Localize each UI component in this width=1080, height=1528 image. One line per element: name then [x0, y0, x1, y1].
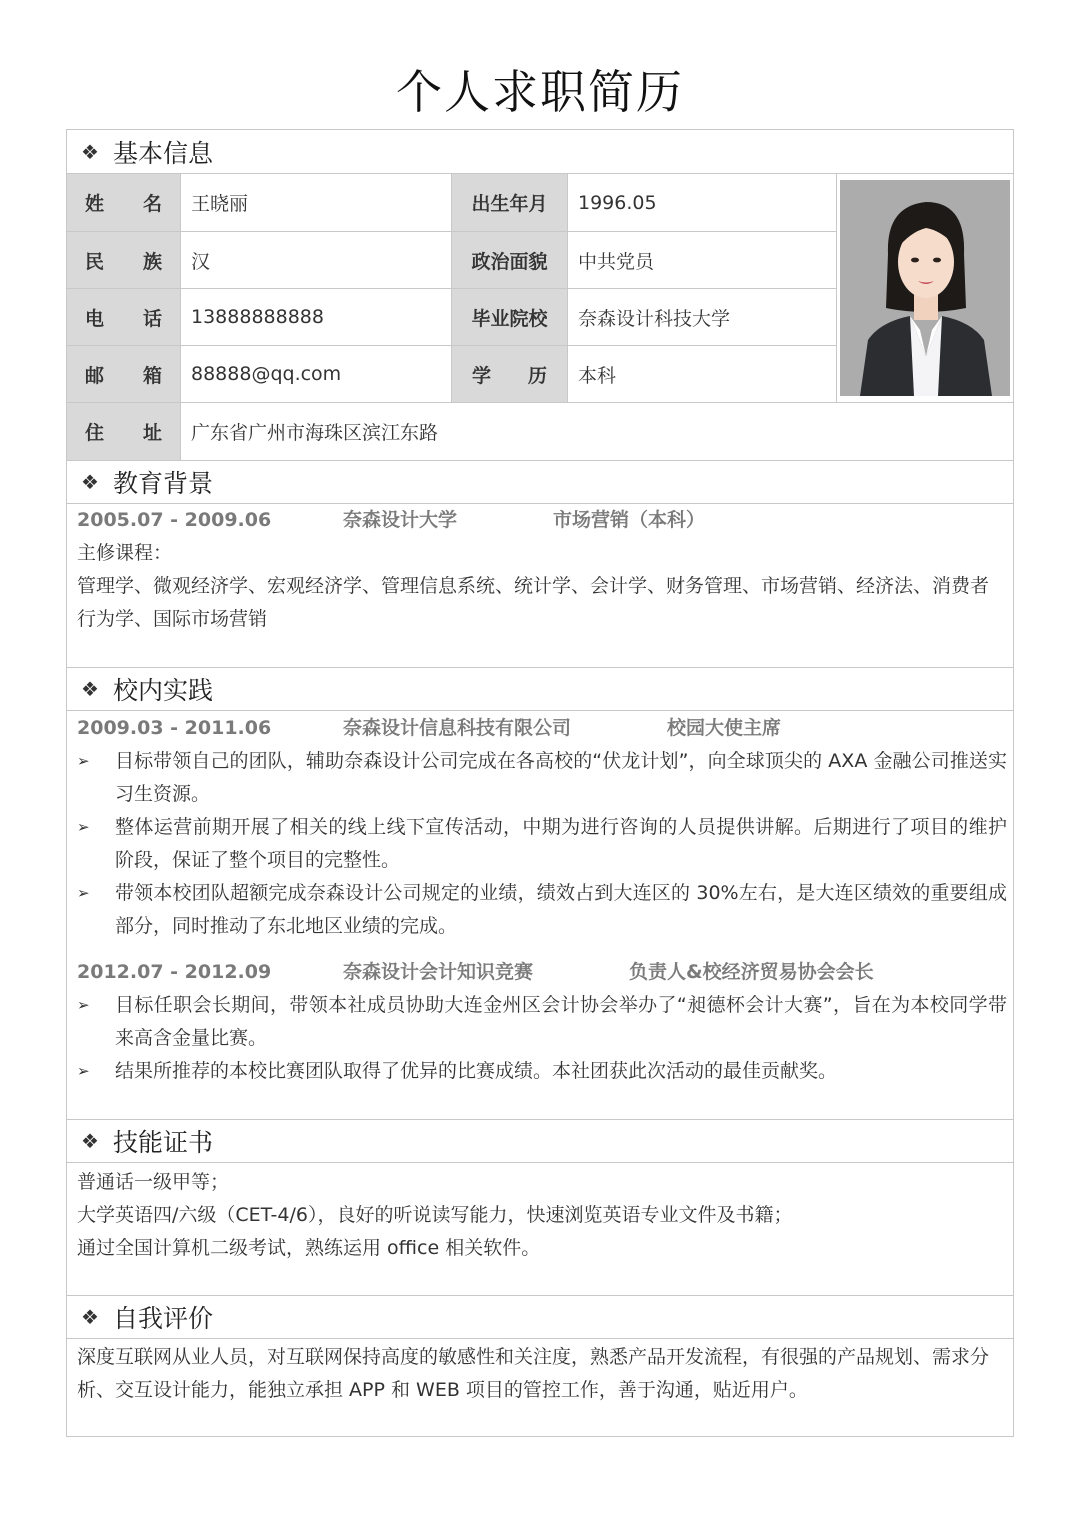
entry-organization: 奈森设计信息科技有限公司 [343, 717, 572, 739]
label-phone: 电 话 [67, 289, 181, 346]
arrow-bullet-icon: ➢ [77, 1062, 90, 1080]
value-ethnicity: 汉 [181, 232, 452, 289]
list-item: ➢ 结果所推荐的本校比赛团队取得了优异的比赛成绩。本社团获此次活动的最佳贡献奖。 [77, 1055, 1007, 1088]
label-ethnicity: 民 族 [67, 232, 181, 289]
skill-line: 通过全国计算机二级考试，熟练运用 office 相关软件。 [77, 1237, 541, 1259]
label-political-status: 政治面貌 [452, 232, 568, 289]
value-political-status: 中共党员 [568, 232, 837, 289]
list-item: ➢ 带领本校团队超额完成奈森设计公司规定的业绩，绩效占到大连区的 30%左右，是大连区绩效的重要组成部分，同时推动了东北地区业绩的完成。 [77, 877, 1007, 943]
value-name: 王晓丽 [181, 174, 452, 232]
label-school: 毕业院校 [452, 289, 568, 346]
entry-major: 市场营销（本科） [553, 509, 706, 531]
entry-role: 负责人&校经济贸易协会会长 [629, 961, 874, 983]
label-degree: 学 历 [452, 346, 568, 403]
entry-period: 2005.07 - 2009.06 [77, 509, 272, 531]
list-item: ➢ 目标带领自己的团队，辅助奈森设计公司完成在各高校的“伏龙计划”，向全球顶尖的 AXA 金融公司推送实习生资源。 [77, 745, 1007, 811]
entry-role: 校园大使主席 [667, 717, 782, 739]
courses-list: 管理学、微观经济学、宏观经济学、管理信息系统、统计学、会计学、财务管理、市场营销、经济法、消费者行为学、国际市场营销 [77, 575, 990, 630]
entry-period: 2009.03 - 2011.06 [77, 717, 272, 739]
label-name: 姓 名 [67, 174, 181, 232]
arrow-bullet-icon: ➢ [77, 818, 90, 836]
label-birth: 出生年月 [452, 174, 568, 232]
four-diamond-icon: ❖ [81, 677, 99, 701]
list-item: ➢ 整体运营前期开展了相关的线上线下宣传活动，中期为进行咨询的人员提供讲解。后期进行了项目的维护阶段，保证了整个项目的完整性。 [77, 811, 1007, 877]
entry-period: 2012.07 - 2012.09 [77, 961, 272, 983]
skill-line: 大学英语四/六级（CET-4/6），良好的听说读写能力，快速浏览英语专业文件及书籍； [77, 1204, 793, 1226]
skill-line: 普通话一级甲等； [77, 1171, 230, 1193]
four-diamond-icon: ❖ [81, 1129, 99, 1153]
value-school: 奈森设计科技大学 [568, 289, 837, 346]
section-title: 教育背景 [113, 469, 214, 498]
section-title: 基本信息 [113, 138, 214, 168]
page-title: 个人求职简历 [396, 65, 684, 119]
self-evaluation-text: 深度互联网从业人员，对互联网保持高度的敏感性和关注度，熟悉产品开发流程，有很强的产品规划、需求分析、交互设计能力，能独立承担 APP 和 WEB 项目的管控工作，善于沟通，贴近用户。 [77, 1346, 990, 1401]
value-degree: 本科 [568, 346, 837, 403]
resume-sheet [66, 129, 1014, 1437]
arrow-bullet-icon: ➢ [77, 884, 90, 902]
section-title: 校内实践 [113, 676, 214, 705]
profile-photo [837, 174, 1013, 403]
arrow-bullet-icon: ➢ [77, 996, 90, 1014]
section-header-skills [67, 1119, 1013, 1163]
four-diamond-icon: ❖ [81, 139, 99, 164]
practice-bullet-list [77, 989, 1007, 1088]
section-header-basic-info [67, 130, 1013, 174]
value-phone: 13888888888 [181, 289, 452, 346]
section-title: 自我评价 [113, 1304, 214, 1333]
section-title: 技能证书 [113, 1128, 214, 1157]
avatar [840, 180, 1010, 396]
value-email: 88888@qq.com [181, 346, 452, 403]
list-item: ➢ 目标任职会长期间，带领本社成员协助大连金州区会计协会举办了“昶德杯会计大赛”，旨在为本校同学带来高含金量比赛。 [77, 989, 1007, 1055]
four-diamond-icon: ❖ [81, 470, 99, 494]
section-header-practice [67, 667, 1013, 711]
section-header-education [67, 460, 1013, 504]
section-header-self-evaluation [67, 1295, 1013, 1339]
value-address: 广东省广州市海珠区滨江东路 [181, 403, 1013, 461]
value-birth: 1996.05 [568, 174, 837, 232]
label-email: 邮 箱 [67, 346, 181, 403]
basic-info-table [67, 174, 1013, 461]
practice-bullet-list [77, 745, 1007, 943]
entry-organization: 奈森设计会计知识竞赛 [343, 961, 534, 983]
courses-label: 主修课程： [77, 542, 173, 564]
arrow-bullet-icon: ➢ [77, 752, 90, 770]
four-diamond-icon: ❖ [81, 1305, 99, 1329]
label-address: 住 址 [67, 403, 181, 461]
entry-school: 奈森设计大学 [343, 509, 458, 531]
